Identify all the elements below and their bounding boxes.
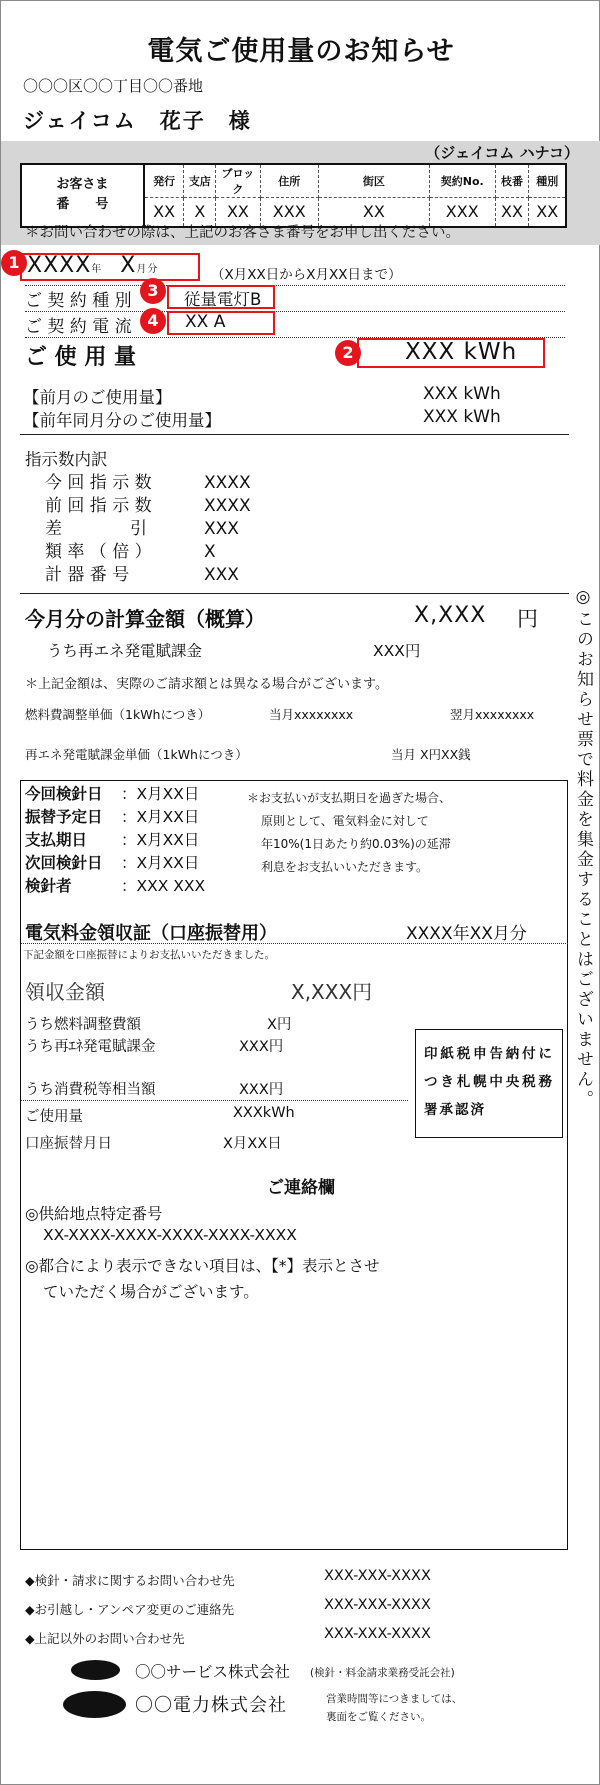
renewable-unit-price-value: 当月 X円XX銭 bbox=[391, 747, 471, 762]
late-note-line: 原則として、電気料金に対して bbox=[261, 814, 429, 828]
business-hours-line2: 裏面をご覧ください。 bbox=[326, 1711, 431, 1723]
vertical-collection-note: ◎このお知らせ票で料金を集金することはございません。 bbox=[573, 587, 593, 1110]
schedule-label: 支払期日 bbox=[25, 831, 88, 849]
readings-heading: 指示数内訳 bbox=[25, 450, 108, 469]
period-year-unit: 年 bbox=[91, 264, 103, 275]
contact-note-line2: ていただく場合がございます。 bbox=[43, 1283, 259, 1301]
customer-number-label bbox=[21, 164, 144, 227]
code-header: 発行 bbox=[144, 164, 184, 198]
schedule-values bbox=[121, 783, 205, 898]
late-note-line: ＊お支払いが支払期日を過ぎた場合、 bbox=[247, 791, 452, 805]
customer-number-table bbox=[20, 163, 567, 228]
contact-note-line1: ◎都合により表示できない項目は、【*】表示とさせ bbox=[25, 1257, 380, 1275]
schedule-value: ：X月XX日 bbox=[121, 854, 200, 872]
code-value: XX bbox=[144, 198, 184, 227]
receipt-row-label: ご使用量 bbox=[25, 1109, 83, 1125]
schedule-value: ：X月XX日 bbox=[121, 808, 200, 826]
renewable-unit-price-label: 再エネ発電賦課金単価（1kWhにつき） bbox=[25, 747, 248, 762]
contract-type-value: 従量電灯B bbox=[184, 290, 262, 309]
receipt-row-value: XXXkWh bbox=[233, 1105, 295, 1121]
charge-amount: X,XXX bbox=[414, 603, 487, 628]
receipt-row-value: X月XX日 bbox=[223, 1136, 282, 1152]
schedule-label: 今回検針日 bbox=[25, 785, 103, 803]
code-value: XX bbox=[529, 198, 566, 227]
reading-label: 類 率 （ 倍 ） bbox=[45, 542, 152, 562]
receipt-row-value: X円 bbox=[267, 1017, 292, 1033]
page-title: 電気ご使用量のお知らせ bbox=[147, 36, 455, 67]
customer-number-label-line1: お客さま bbox=[56, 177, 109, 193]
schedule-value: ：X月XX日 bbox=[121, 785, 200, 803]
receipt-row-label: うち燃料調整費額 bbox=[25, 1017, 141, 1033]
badge-4: 4 bbox=[140, 308, 166, 334]
readings-values bbox=[204, 472, 251, 587]
badge-1: 1 bbox=[1, 250, 27, 276]
late-note-line: 年10%(1日あたり約0.03%)の延滞 bbox=[261, 837, 451, 851]
code-value: XX bbox=[216, 198, 260, 227]
code-header: 種別 bbox=[529, 164, 566, 198]
code-value: X bbox=[184, 198, 216, 227]
supply-point-label: ◎供給地点特定番号 bbox=[25, 1205, 163, 1223]
contract-current-value: XX A bbox=[185, 312, 226, 332]
charge-note: ＊上記金額は、実際のご請求額とは異なる場合がございます。 bbox=[25, 677, 388, 692]
customer-kana: （ジェイコム ハナコ） bbox=[425, 144, 579, 162]
contract-current-label: ご 契 約 電 流 bbox=[25, 317, 132, 337]
fuel-unit-price-label: 燃料費調整単価（1kWhにつき） bbox=[25, 707, 211, 722]
code-header: 契約No. bbox=[429, 164, 495, 198]
reading-value: XXX bbox=[204, 519, 239, 539]
receipt-title: 電気料金領収証（口座振替用） bbox=[25, 923, 277, 944]
reading-label: 差 引 bbox=[45, 519, 147, 539]
supply-point-value: XX-XXXX-XXXX-XXXX-XXXX-XXXX bbox=[43, 1226, 297, 1244]
reading-label: 計 器 番 号 bbox=[45, 565, 130, 585]
renewable-levy-value: XXX円 bbox=[373, 642, 421, 660]
prev-year-label: 【前年同月分のご使用量】 bbox=[23, 411, 221, 430]
revenue-stamp-box: 印紙税申告納付につき札幌中央税務署承認済 bbox=[415, 1029, 563, 1138]
code-header: ブロック bbox=[216, 164, 260, 198]
divider bbox=[21, 1100, 408, 1101]
divider bbox=[20, 593, 569, 594]
contract-type-label: ご 契 約 種 別 bbox=[25, 291, 132, 311]
code-value: XXX bbox=[260, 198, 318, 227]
inquiry-phone: XXX-XXX-XXXX bbox=[324, 1568, 431, 1584]
readings-labels bbox=[45, 472, 152, 587]
prev-month-label: 【前月のご使用量】 bbox=[23, 388, 172, 407]
fuel-unit-price-current: 当月xxxxxxxx bbox=[269, 707, 354, 722]
code-header: 住所 bbox=[260, 164, 318, 198]
code-value: XXX bbox=[429, 198, 495, 227]
code-value: XX bbox=[318, 198, 429, 227]
schedule-label: 振替予定日 bbox=[25, 808, 103, 826]
receipt-row-label: うち再ｴﾈ発電賦課金 bbox=[25, 1039, 156, 1055]
reading-value: XXX bbox=[204, 565, 239, 585]
prev-month-value: XXX kWh bbox=[423, 384, 501, 404]
inquiry-label: ◆検針・請求に関するお問い合わせ先 bbox=[25, 1573, 235, 1588]
prev-year-value: XXX kWh bbox=[423, 407, 501, 427]
reading-value: X bbox=[204, 542, 216, 562]
divider bbox=[20, 434, 569, 435]
inquiry-label: ◆お引越し・アンペア変更のご連絡先 bbox=[25, 1602, 235, 1617]
receipt-row-label: 口座振替月日 bbox=[25, 1136, 112, 1152]
divider bbox=[21, 943, 568, 944]
business-hours-line1: 営業時間等につきましては、 bbox=[326, 1693, 463, 1705]
schedule-value: ：X月XX日 bbox=[121, 831, 200, 849]
period-month: X bbox=[120, 253, 137, 278]
fuel-unit-price-next: 翌月xxxxxxxx bbox=[450, 707, 535, 722]
service-company-name: 〇〇サービス株式会社 bbox=[135, 1663, 291, 1681]
period-range: （X月XX日からX月XX日まで） bbox=[211, 267, 402, 283]
contact-heading: ご連絡欄 bbox=[267, 1178, 335, 1198]
schedule-label: 検針者 bbox=[25, 877, 72, 895]
reading-value: XXXX bbox=[204, 473, 251, 493]
inquiry-label: ◆上記以外のお問い合わせ先 bbox=[25, 1631, 185, 1646]
inquiry-note: ＊お問い合わせの際は、上記のお客さま番号をお申し出ください。 bbox=[25, 225, 460, 241]
customer-number-label-line2: 番 号 bbox=[56, 197, 109, 213]
reading-value: XXXX bbox=[204, 496, 251, 516]
badge-2: 2 bbox=[335, 340, 361, 366]
receipt-row-value: XXX円 bbox=[239, 1039, 284, 1055]
period-year: XXXX bbox=[27, 253, 92, 278]
service-company-note: (検針・料金請求業務受託会社) bbox=[310, 1667, 455, 1679]
inquiry-phone: XXX-XXX-XXXX bbox=[324, 1626, 431, 1642]
usage-value: XXX kWh bbox=[405, 339, 518, 365]
charge-label: 今月分の計算金額（概算） bbox=[25, 607, 265, 631]
code-header: 枝番 bbox=[495, 164, 529, 198]
customer-address: 〇〇〇区〇〇丁目〇〇番地 bbox=[23, 77, 204, 95]
power-company-logo bbox=[63, 1691, 126, 1718]
billing-period bbox=[27, 253, 158, 278]
badge-3: 3 bbox=[140, 278, 166, 304]
schedule-labels bbox=[25, 783, 103, 898]
receipt-row-label: うち消費税等相当額 bbox=[25, 1082, 156, 1098]
charge-unit: 円 bbox=[517, 607, 538, 631]
receipt-sub: 下記金額を口座振替によりお支払いいただきました。 bbox=[23, 949, 275, 961]
customer-name: ジェイコム 花子 様 bbox=[23, 109, 252, 133]
reading-label: 今 回 指 示 数 bbox=[45, 473, 152, 493]
receipt-period: XXXX年XX月分 bbox=[406, 924, 527, 944]
receipt-amount-value: X,XXX円 bbox=[291, 980, 373, 1004]
inquiry-phone: XXX-XXX-XXXX bbox=[324, 1597, 431, 1613]
period-month-unit: 月分 bbox=[136, 264, 159, 275]
renewable-levy-label: うち再エネ発電賦課金 bbox=[47, 642, 203, 660]
code-header: 支店 bbox=[184, 164, 216, 198]
receipt-row-value: XXX円 bbox=[239, 1082, 284, 1098]
code-value: XX bbox=[495, 198, 529, 227]
receipt-amount-label: 領収金額 bbox=[25, 980, 105, 1004]
schedule-value: ：XXX XXX bbox=[121, 877, 206, 895]
service-company-logo bbox=[71, 1660, 120, 1680]
code-header: 街区 bbox=[318, 164, 429, 198]
usage-label: ご 使 用 量 bbox=[25, 345, 136, 370]
power-company-name: 〇〇電力株式会社 bbox=[135, 1695, 287, 1716]
late-payment-note bbox=[247, 787, 451, 879]
schedule-label: 次回検針日 bbox=[25, 854, 103, 872]
reading-label: 前 回 指 示 数 bbox=[45, 496, 152, 516]
late-note-line: 利息をお支払いいただきます。 bbox=[261, 860, 429, 874]
